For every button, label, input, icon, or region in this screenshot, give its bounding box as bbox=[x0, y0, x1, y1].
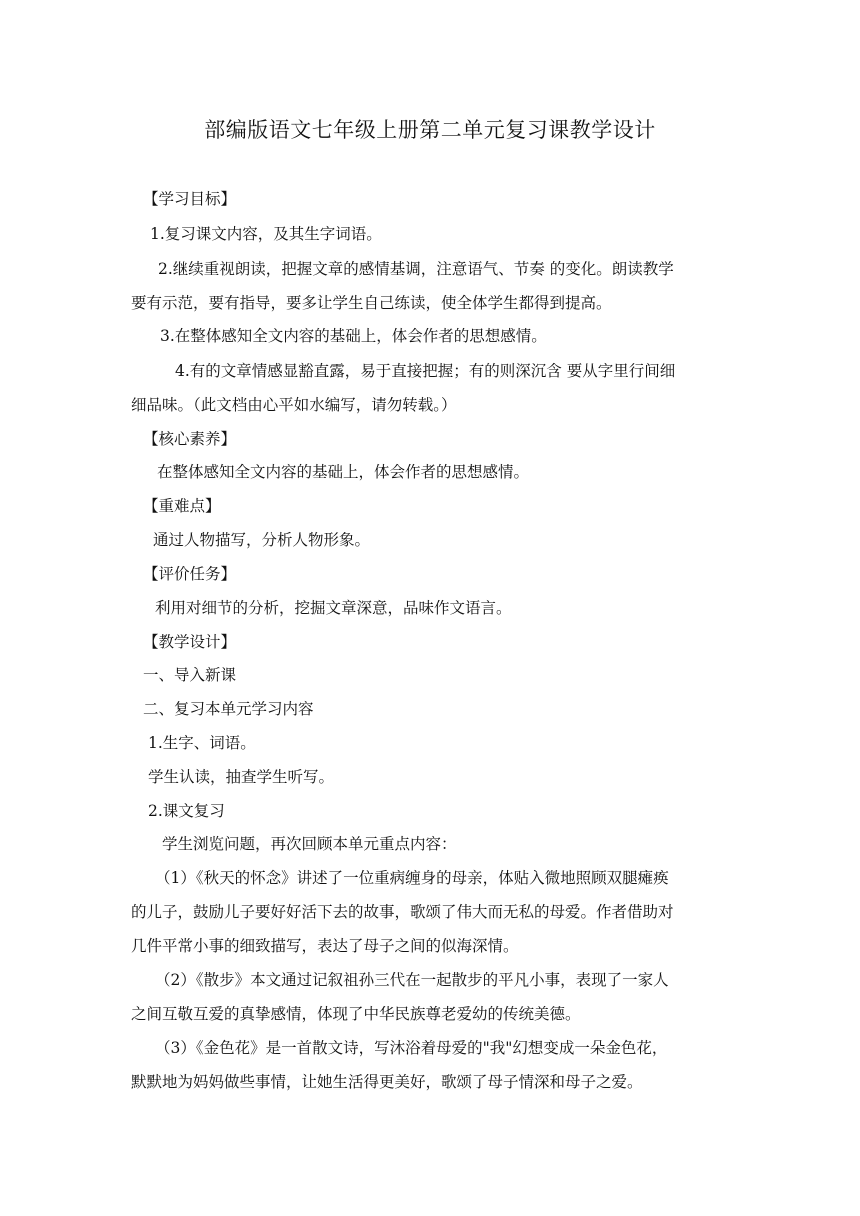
section-heading-objectives: 【学习目标】 bbox=[143, 190, 237, 208]
paragraph-line: 在整体感知全文内容的基础上，体会作者的思想感情。 bbox=[157, 463, 530, 481]
paragraph-line: 二、复习本单元学习内容 bbox=[143, 700, 314, 718]
paragraph-line: 之间互敬互爱的真挚感情，体现了中华民族尊老爱幼的传统美德。 bbox=[131, 1005, 581, 1023]
paragraph-line: 的儿子，鼓励儿子要好好活下去的故事，歌颂了伟大而无私的母爱。作者借助对 bbox=[131, 903, 674, 921]
section-heading-core: 【核心素养】 bbox=[143, 430, 237, 448]
paragraph-line: 几件平常小事的细致描写，表达了母子之间的似海深情。 bbox=[131, 937, 519, 955]
paragraph-line: 2.课文复习 bbox=[148, 802, 225, 820]
section-heading-key-points: 【重难点】 bbox=[143, 497, 221, 515]
paragraph-line: 4.有的文章情感显豁直露，易于直接把握；有的则深沉含 要从字里行间细 bbox=[175, 362, 676, 380]
paragraph-line: （3）《金色花》是一首散文诗，写沐浴着母爱的"我"幻想变成一朵金色花， bbox=[155, 1039, 668, 1057]
paragraph-line: 通过人物描写，分析人物形象。 bbox=[153, 531, 371, 549]
paragraph-line: （1）《秋天的怀念》讲述了一位重病缠身的母亲，体贴入微地照顾双腿瘫痪 bbox=[155, 869, 669, 887]
paragraph-line: 学生认读，抽查学生听写。 bbox=[148, 768, 335, 786]
document-title: 部编版语文七年级上册第二单元复习课教学设计 bbox=[204, 118, 656, 142]
paragraph-line: 3.在整体感知全文内容的基础上，体会作者的思想感情。 bbox=[160, 327, 547, 345]
section-heading-design: 【教学设计】 bbox=[143, 633, 237, 651]
paragraph-line: 默默地为妈妈做些事情，让她生活得更美好，歌颂了母子情深和母子之爱。 bbox=[131, 1073, 643, 1091]
paragraph-line: 一、导入新课 bbox=[143, 666, 237, 684]
paragraph-line: 细品味。（此文档由心平如水编写，请勿转载。） bbox=[131, 396, 457, 414]
paragraph-line: 2.继续重视朗读，把握文章的感情基调，注意语气、节奏 的变化。朗读教学 bbox=[158, 260, 674, 278]
paragraph-line: （2）《散步》本文通过记叙祖孙三代在一起散步的平凡小事，表现了一家人 bbox=[155, 971, 669, 989]
paragraph-line: 学生浏览问题，再次回顾本单元重点内容： bbox=[162, 835, 457, 853]
paragraph-line: 要有示范，要有指导，要多让学生自己练读，使全体学生都得到提高。 bbox=[131, 294, 612, 312]
section-heading-evaluation: 【评价任务】 bbox=[143, 565, 237, 583]
paragraph-line: 1.复习课文内容，及其生字词语。 bbox=[150, 225, 382, 243]
paragraph-line: 利用对细节的分析，挖掘文章深意，品味作文语言。 bbox=[155, 599, 512, 617]
paragraph-line: 1.生字、词语。 bbox=[148, 734, 256, 752]
